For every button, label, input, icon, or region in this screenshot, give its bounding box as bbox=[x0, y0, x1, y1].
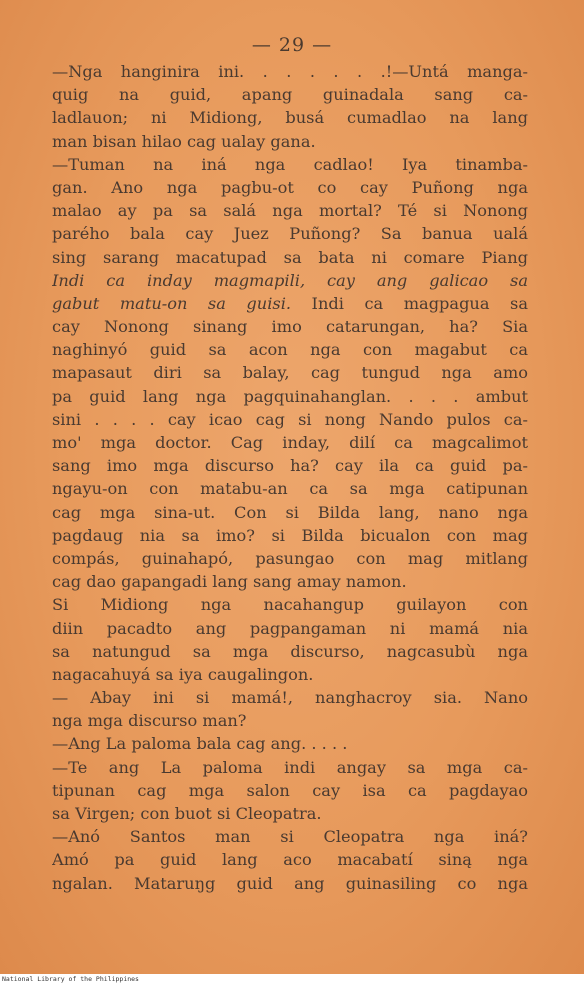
text-line: sa Virgen; con buot si Cleopatra. bbox=[52, 804, 322, 823]
text-line: man bisan hilao cag ualay gana. bbox=[52, 131, 316, 151]
text-line: mapasaut diri sa balay, cag tungud nga amo bbox=[52, 363, 528, 383]
text-line: —Te ang La paloma indi angay sa mga ca- bbox=[52, 757, 528, 777]
text-line: quig na guid, apang guinadala sang ca- bbox=[52, 85, 528, 105]
text-line: Si Midiong nga nacahangup guilayon con bbox=[52, 595, 528, 615]
text-line: cay Nonong sinang imo catarungan, ha? Sia bbox=[52, 317, 528, 337]
text-line: cag mga sina-ut. Con si Bilda lang, nano nga bbox=[52, 502, 528, 522]
text-line: —Nga hanginira ini. . . . . . .!—Untá manga- bbox=[52, 62, 528, 81]
text-line: cag dao gapangadi lang sang amay namon. bbox=[52, 572, 407, 592]
roman-text: Indi ca magpagua sa bbox=[291, 293, 528, 313]
text-line: pagdaug nia sa imo? si Bilda bicualon con mag bbox=[52, 525, 528, 545]
text-line: sini . . . . cay icao cag si nong Nando pulos ca- bbox=[52, 409, 528, 429]
text-line: diin pacadto ang pagpangaman ni mamá nia bbox=[52, 618, 528, 638]
text-line: sang imo mga discurso ha? cay ila ca guid pa- bbox=[52, 456, 528, 476]
text-line: nga mga discurso man? bbox=[52, 711, 247, 731]
text-line: pa guid lang nga pagquinahanglan. . . . ambut bbox=[52, 386, 528, 406]
text-line: gan. Ano nga pagbu-ot co cay Puñong nga bbox=[52, 177, 528, 197]
text-line: ladlauon; ni Midiong, busá cumadlao na lang bbox=[52, 108, 528, 128]
text-line: — Abay ini si mamá!, nanghacroy sia. Nano bbox=[52, 688, 528, 708]
text-line: sing sarang macatupad sa bata ni comare Piang bbox=[52, 247, 528, 267]
text-line: Indi ca inday magmapili, cay ang galicao sa bbox=[52, 270, 528, 290]
text-line: malao ay pa sa salá nga mortal? Té si Nonong bbox=[52, 201, 528, 221]
text-line: —Anó Santos man si Cleopatra nga iná? bbox=[52, 827, 528, 847]
body-text bbox=[52, 60, 528, 895]
text-line: —Ang La paloma bala cag ang. . . . . bbox=[52, 734, 348, 754]
text-line bbox=[52, 292, 528, 315]
footer-credit: National Library of the Philippines bbox=[2, 975, 139, 983]
italic-text: gabut matu-on sa guisi. bbox=[52, 293, 292, 313]
text-line: sa natungud sa mga discurso, nagcasubù nga bbox=[52, 641, 528, 661]
text-line: Amó pa guid lang aco macabatí siną nga bbox=[52, 850, 528, 870]
text-line: compás, guinahapó, pasungao con mag mitlang bbox=[52, 548, 528, 568]
text-line: —Tuman na iná nga cadlao! Iya tinamba- bbox=[52, 154, 528, 174]
text-line: nagacahuyá sa iya caugalingon. bbox=[52, 664, 314, 684]
text-line: ngalan. Mataruŋg guid ang guinasiling co nga bbox=[52, 873, 528, 893]
page-number: — 29 — bbox=[251, 34, 333, 56]
text-line: tipunan cag mga salon cay isa ca pagdayao bbox=[52, 780, 528, 800]
text-line: naghinyó guid sa acon nga con magabut ca bbox=[52, 340, 528, 360]
text-line: ngayu-on con matabu-an ca sa mga catipunan bbox=[52, 479, 528, 499]
text-line: parého bala cay Juez Puñong? Sa banua ualá bbox=[52, 224, 528, 244]
text-line: mo' mga doctor. Cag inday, dilí ca magcalimot bbox=[52, 433, 528, 452]
